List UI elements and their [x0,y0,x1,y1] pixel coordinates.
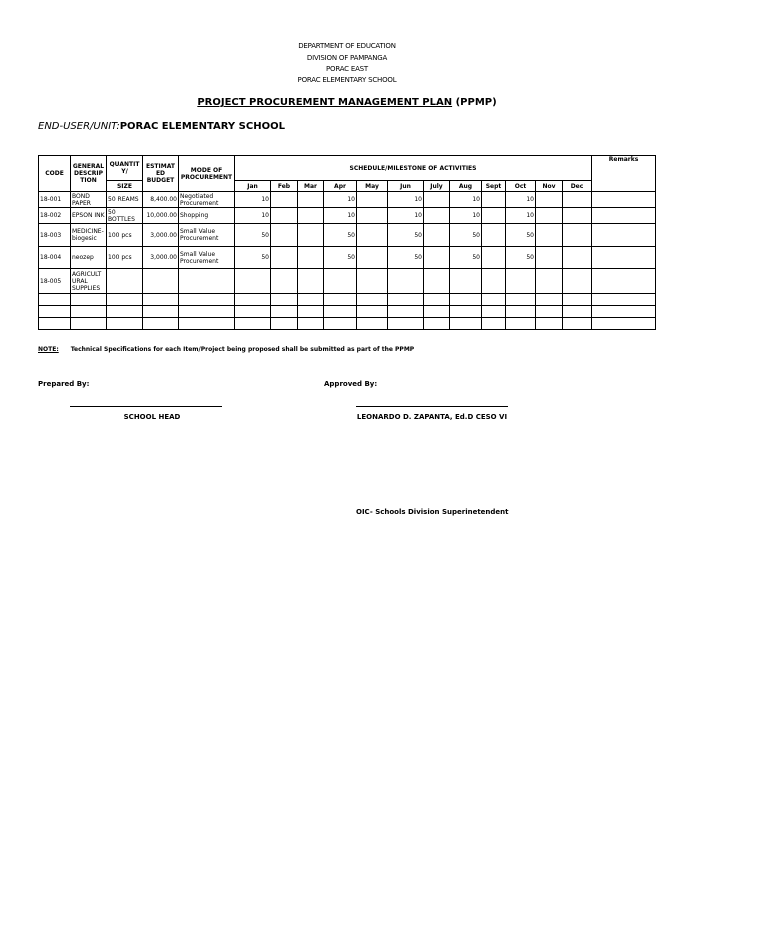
cell-empty [563,318,592,330]
cell-description: BOND PAPER [71,192,107,208]
cell-quantity: 50 BOTTLES [107,208,143,224]
cell-budget [143,269,179,294]
header-month-may: May [357,181,388,192]
cell-empty [107,294,143,306]
cell-month-apr: 50 [324,224,357,247]
cell-empty [506,294,536,306]
cell-mode: Negotiated Procurement [179,192,235,208]
cell-empty [388,306,424,318]
cell-empty [357,294,388,306]
prepared-by-label: Prepared By: [38,380,90,388]
cell-empty [39,294,71,306]
header-division: DIVISION OF PAMPANGA [306,54,388,62]
title-main: PROJECT PROCUREMENT MANAGEMENT PLAN [197,97,453,108]
header-size: SIZE [107,181,143,192]
cell-empty [563,306,592,318]
note-text: Technical Specifications for each Item/Project being proposed shall be submitted as part of the PPMP [70,346,415,353]
header-district: PORAC EAST [325,65,369,73]
cell-description: MEDICINE-biogesic [71,224,107,247]
cell-empty [298,306,324,318]
cell-month-aug: 10 [450,208,482,224]
cell-month-oct: 10 [506,192,536,208]
cell-empty [424,294,450,306]
table-row [39,247,656,269]
cell-month-jun: 50 [388,247,424,269]
cell-month-nov [536,224,563,247]
note-label: NOTE: [38,346,59,353]
cell-description: EPSON INK [71,208,107,224]
header-schedule: SCHEDULE/MILESTONE OF ACTIVITIES [235,156,592,181]
cell-empty [71,306,107,318]
header-month-oct: Oct [506,181,536,192]
approved-by-name: LEONARDO D. ZAPANTA, Ed.D CESO VI [356,413,508,421]
cell-month-jan: 50 [235,224,271,247]
note [38,346,414,353]
cell-empty [271,318,298,330]
prepared-by-name: SCHOOL HEAD [123,413,181,421]
cell-empty [71,294,107,306]
cell-month-dec [563,224,592,247]
cell-quantity: 50 REAMS [107,192,143,208]
cell-empty [424,306,450,318]
cell-empty [179,318,235,330]
cell-month-may [357,247,388,269]
header-month-dec: Dec [563,181,592,192]
approved-by-title: OIC- Schools Division Superinetendent [356,508,509,516]
cell-empty [424,318,450,330]
cell-empty [143,306,179,318]
cell-empty [536,294,563,306]
cell-empty [107,318,143,330]
cell-remarks [592,247,656,269]
cell-empty [298,318,324,330]
cell-month-july [424,224,450,247]
end-user-value: PORAC ELEMENTARY SCHOOL [119,121,285,132]
cell-empty [592,318,656,330]
cell-code: 18-003 [39,224,71,247]
cell-month-dec [563,247,592,269]
header-month-feb: Feb [271,181,298,192]
cell-description: neozep [71,247,107,269]
cell-month-nov [536,192,563,208]
cell-empty [506,318,536,330]
cell-empty [271,306,298,318]
cell-month-dec [563,192,592,208]
cell-budget: 3,000.00 [143,224,179,247]
cell-empty [388,318,424,330]
header-department: DEPARTMENT OF EDUCATION [298,42,396,50]
cell-month-jan: 10 [235,192,271,208]
cell-empty [482,306,506,318]
cell-month-july [424,192,450,208]
cell-code: 18-001 [39,192,71,208]
cell-empty [536,318,563,330]
cell-empty [450,294,482,306]
cell-month-oct [506,269,536,294]
header-month-aug: Aug [450,181,482,192]
cell-empty [39,318,71,330]
header-month-jun: Jun [388,181,424,192]
cell-mode: Shopping [179,208,235,224]
cell-empty [298,294,324,306]
cell-mode: Small Value Procurement [179,247,235,269]
prepared-signature-line [70,406,222,407]
cell-month-dec [563,208,592,224]
months-row [39,181,656,192]
cell-remarks [592,208,656,224]
end-user-label: END-USER/UNIT: [38,121,120,132]
cell-code: 18-005 [39,269,71,294]
cell-month-jan: 10 [235,208,271,224]
table-row [39,192,656,208]
header-budget: ESTIMAT ED BUDGET [143,156,179,192]
cell-empty [357,318,388,330]
cell-month-aug: 10 [450,192,482,208]
cell-month-aug: 50 [450,247,482,269]
header-month-apr: Apr [324,181,357,192]
header-general-description: GENERAL DESCRIP TION [71,156,107,192]
cell-empty [482,318,506,330]
table-row [39,269,656,294]
cell-month-apr: 10 [324,192,357,208]
cell-empty [388,294,424,306]
approved-signature-line [356,406,508,407]
cell-empty [107,306,143,318]
cell-month-apr: 10 [324,208,357,224]
cell-empty [143,294,179,306]
header-code: CODE [39,156,71,192]
table-row [39,224,656,247]
cell-empty [357,306,388,318]
header-quantity: QUANTIT Y/ [107,156,143,181]
cell-month-oct: 50 [506,247,536,269]
cell-month-sept [482,192,506,208]
cell-code: 18-004 [39,247,71,269]
cell-month-jun: 10 [388,208,424,224]
cell-description: AGRICULT URAL SUPPLIES [71,269,107,294]
cell-month-mar [298,269,324,294]
cell-month-jan [235,269,271,294]
document-title [0,97,694,108]
cell-month-nov [536,269,563,294]
cell-month-may [357,224,388,247]
cell-quantity: 100 pcs [107,224,143,247]
cell-empty [179,306,235,318]
cell-month-may [357,269,388,294]
cell-month-aug [450,269,482,294]
cell-month-sept [482,224,506,247]
cell-month-jan: 50 [235,247,271,269]
ppmp-table [38,155,656,330]
header-month-mar: Mar [298,181,324,192]
cell-empty [235,306,271,318]
cell-month-feb [271,247,298,269]
cell-budget: 3,000.00 [143,247,179,269]
cell-empty [536,306,563,318]
approved-by-label: Approved By: [324,380,378,388]
cell-month-jun [388,269,424,294]
table-row-empty [39,306,656,318]
header-month-july: July [424,181,450,192]
cell-month-feb [271,269,298,294]
cell-month-feb [271,192,298,208]
cell-empty [450,318,482,330]
cell-month-july [424,247,450,269]
cell-empty [506,306,536,318]
cell-quantity: 100 pcs [107,247,143,269]
cell-mode: Small Value Procurement [179,224,235,247]
cell-month-mar [298,224,324,247]
cell-month-oct: 50 [506,224,536,247]
cell-empty [324,318,357,330]
cell-month-nov [536,208,563,224]
cell-quantity [107,269,143,294]
header-month-nov: Nov [536,181,563,192]
header-school: PORAC ELEMENTARY SCHOOL [297,76,397,84]
cell-month-apr: 50 [324,247,357,269]
cell-month-mar [298,208,324,224]
cell-budget: 10,000.00 [143,208,179,224]
cell-empty [39,306,71,318]
table-row-empty [39,294,656,306]
cell-code: 18-002 [39,208,71,224]
cell-remarks [592,192,656,208]
cell-month-dec [563,269,592,294]
cell-month-nov [536,247,563,269]
cell-empty [592,294,656,306]
cell-empty [143,318,179,330]
cell-month-feb [271,208,298,224]
cell-empty [563,294,592,306]
cell-empty [271,294,298,306]
cell-month-july [424,208,450,224]
cell-month-feb [271,224,298,247]
cell-month-jun: 10 [388,192,424,208]
cell-budget: 8,400.00 [143,192,179,208]
cell-empty [235,318,271,330]
title-suffix: (PPMP) [452,97,497,108]
cell-remarks [592,224,656,247]
header-mode: MODE OF PROCUREMENT [179,156,235,192]
cell-month-mar [298,247,324,269]
cell-month-mar [298,192,324,208]
cell-empty [71,318,107,330]
cell-empty [450,306,482,318]
cell-month-may [357,208,388,224]
cell-month-sept [482,247,506,269]
end-user [38,121,285,132]
cell-month-sept [482,208,506,224]
cell-month-apr [324,269,357,294]
cell-month-jun: 50 [388,224,424,247]
cell-empty [482,294,506,306]
cell-month-may [357,192,388,208]
table-body [39,192,656,330]
header-month-jan: Jan [235,181,271,192]
header-remarks: Remarks [592,156,656,192]
cell-empty [592,306,656,318]
cell-month-sept [482,269,506,294]
cell-empty [324,294,357,306]
table-row [39,208,656,224]
cell-month-oct: 10 [506,208,536,224]
cell-empty [179,294,235,306]
cell-month-july [424,269,450,294]
table-row-empty [39,318,656,330]
cell-month-aug: 50 [450,224,482,247]
cell-empty [235,294,271,306]
cell-remarks [592,269,656,294]
cell-empty [324,306,357,318]
cell-mode [179,269,235,294]
header-month-sept: Sept [482,181,506,192]
